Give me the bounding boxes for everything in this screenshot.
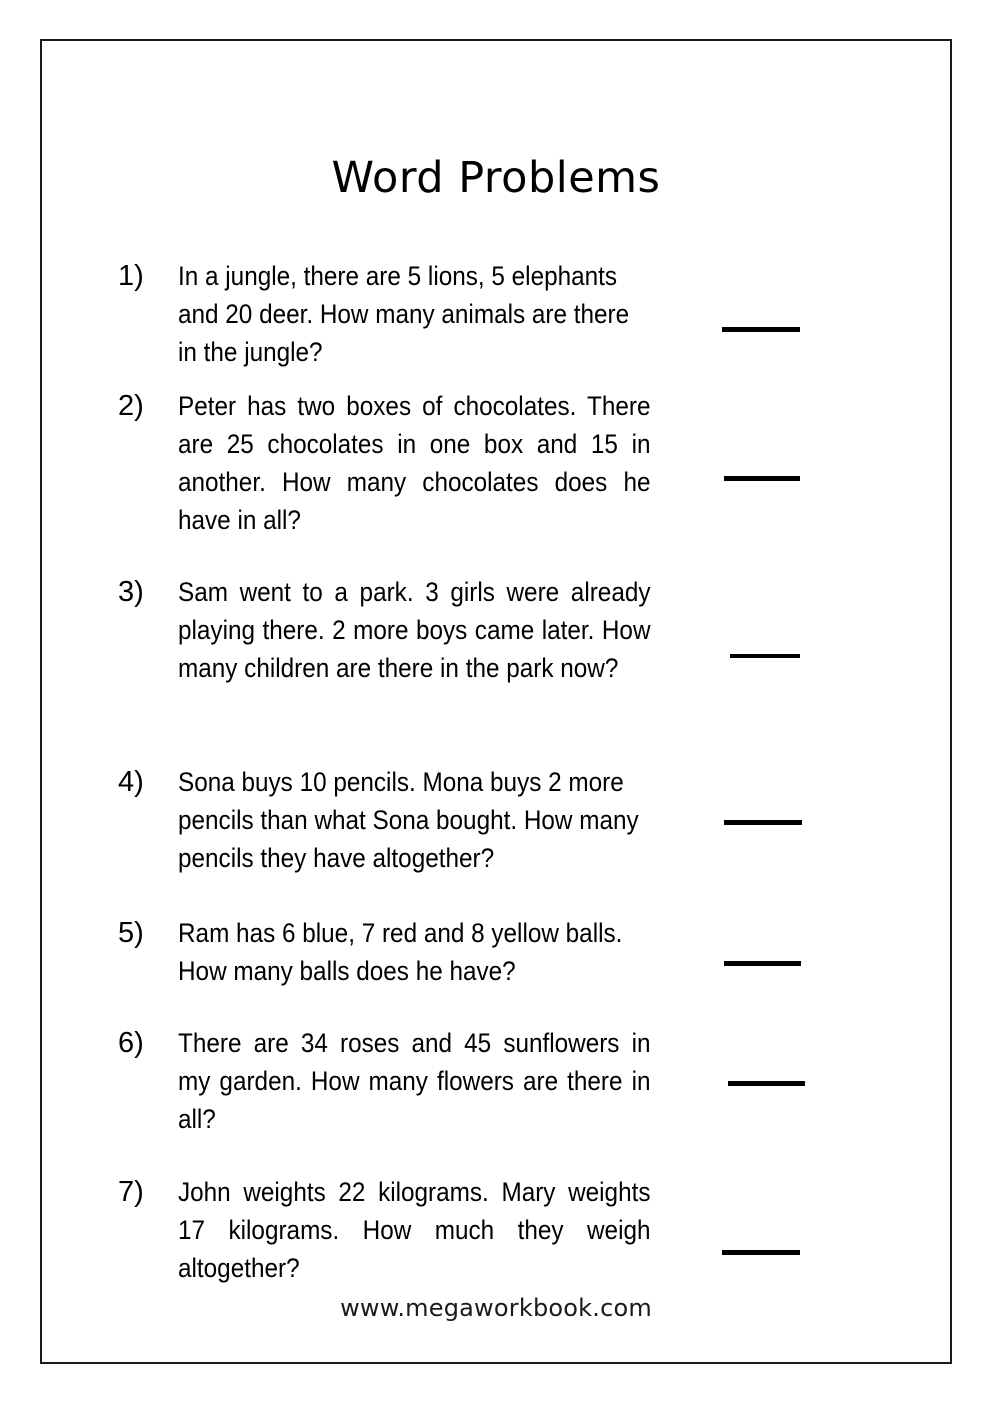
problem-list xyxy=(40,39,952,1364)
problem-text: John weights 22 kilograms. Mary weights 17 kilograms. How much they weigh altogether? xyxy=(178,1177,651,1283)
site-footer: www.megaworkbook.com xyxy=(340,1294,652,1322)
answer-blank-line[interactable] xyxy=(730,654,800,658)
problem-number: 2) xyxy=(118,390,144,422)
answer-blank-line[interactable] xyxy=(724,820,802,825)
answer-blank-line[interactable] xyxy=(728,1081,805,1086)
problem-text: In a jungle, there are 5 lions, 5 elephants and 20 deer. How many animals are there in the jungle? xyxy=(178,261,630,367)
problem-text: Sam went to a park. 3 girls were already playing there. 2 more boys came later. How many children are there in the park now? xyxy=(178,577,651,683)
problem-number: 4) xyxy=(118,766,144,798)
problem-text: There are 34 roses and 45 sunflowers in my garden. How many flowers are there in all? xyxy=(178,1028,651,1134)
problem-text: Peter has two boxes of chocolates. There are 25 chocolates in one box and 15 in another. How many chocolates does he have in all? xyxy=(178,391,651,535)
worksheet-sheet xyxy=(40,39,952,1364)
answer-blank-line[interactable] xyxy=(722,327,800,332)
answer-blank-line[interactable] xyxy=(722,1250,800,1255)
page-title: Word Problems xyxy=(331,153,661,203)
problem-number: 3) xyxy=(118,576,144,608)
problem-number: 5) xyxy=(118,917,144,949)
problem-number: 7) xyxy=(118,1176,144,1208)
problem-number: 1) xyxy=(118,260,144,292)
problem-text: Ram has 6 blue, 7 red and 8 yellow balls. How many balls does he have? xyxy=(178,918,623,986)
problem-number: 6) xyxy=(118,1027,144,1059)
problem-text: Sona buys 10 pencils. Mona buys 2 more pencils than what Sona bought. How many pencils they have altogether? xyxy=(178,767,639,873)
answer-blank-line[interactable] xyxy=(724,476,800,481)
answer-blank-line[interactable] xyxy=(724,961,801,966)
